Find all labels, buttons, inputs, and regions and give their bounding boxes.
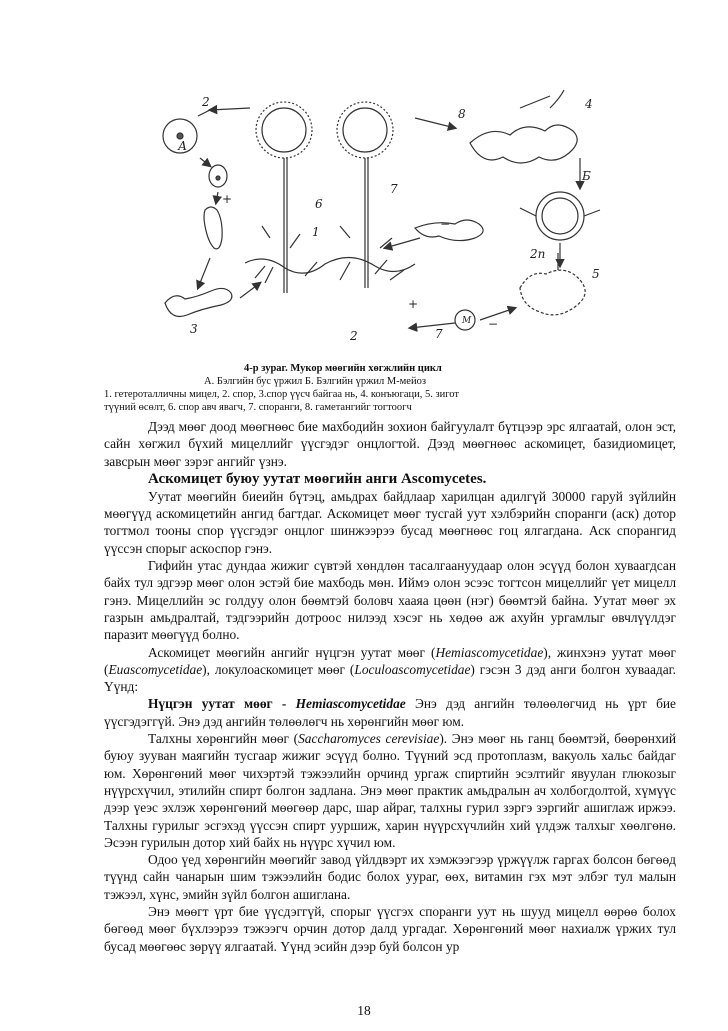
paragraph-yeast: Талхны хөрөнгийн мөөг (Saccharomyces cerevisiae). Энэ мөөг нь ганц бөөмтэй, бөөрөнхий буюу зууван маягийн тусгаар жижиг эсүүд болно. Түүний эсд протоплазм, вакуоль хальс байдаг юм. Хөрөнгөний мөөг чихэртэй тэжээлийн орчинд ургаж спиртийн эсэлтийг явуулан глюкозыг нүүрсхүчил, этилийн спирт болгон задлана. Энэ мөөг практик амьдралын ач холбогдолтой, хүмүүс дээр үеэс эхлэж хөрөнгөний мөөгөөр дарс, шар айраг, талхны гурил зэргэ зэргийг ашиглаж иржээ. Талхны гурилыг эсгэхэд үүссэн спирт ууршиж, харин нүүрсхүчлийн хий үлдэж талхыг хөөлгөнө. Эсээн гурилын дотор хий байх нь нүүрс хүчил юм. [104, 731, 676, 850]
paragraph-intro: Дээд мөөг доод мөөгнөөс бие махбодийн зохион байгуулалт бүтцээр эрс ялгаатай, олон эст, сайн хөгжил бүхий мицеллийг үүсгэдэг онцлогтой. Дээд мөөгнөөс аскомицет, базидиомицет, завсрын мөөг зэрэг ангийг үзнэ. [104, 419, 676, 469]
fig-label-2: 2 [202, 95, 210, 109]
caption-legend-line-1: 1. гетероталличны мицел, 2. спор, 3.спор үүсч байгаа нь, 4. конъюгаци, 5. зигот [104, 389, 459, 400]
fig-label-7b: 7 [435, 327, 443, 341]
fig-label-minus2: − [488, 317, 499, 331]
germ-sporangium [520, 270, 585, 315]
fig-label-B: Б [582, 169, 591, 183]
sporangium-1 [256, 102, 312, 158]
fig-label-4: 4 [585, 97, 593, 111]
body-text [104, 418, 676, 955]
paragraph-ascomycete-definition: Уутат мөөгийн биеийн бүтэц, амьдрах байдлаар харилцан адилгүй 30000 гаруй зүйлийн мөөгүүд аскомицетийн ангид багтдаг. Аскомицет мөөг тусгай уут хэлбэрийн споранги (аск) дотор тогтмол тооны спор үүсгэдэг онцлог шинжээрээ бусад мөөгнөөс гоц ялгагдана. Аск спорангид үүссэн спорыг аскоспор гэнэ. [104, 488, 676, 556]
fig-label-plus1: + [222, 192, 233, 206]
fig-label-3: 3 [190, 322, 198, 336]
paragraph-budding: Энэ мөөгт үрт бие үүсдэггүй, спорыг үүсгэх споранги уут нь шууд мицелл өөрөө болох бөгөөд мөөг бүхлээрээ тэжээгч орчин дотор далд ургадаг. Хөрөнгөний мөөг нахиалж үржих тул бусад мөөгөөс зөрүү ялгаатай. Үүнд эсийн дээр буй болсон ур [104, 904, 676, 954]
fig-label-7: 7 [390, 182, 398, 196]
spore-forming [165, 288, 232, 316]
paragraph-subclasses: Аскомицет мөөгийн ангийг нүцгэн уутат мөөг (Hemiascomycetidae), жинхэнэ уутат мөөг (Euascomycetidae), локулоаскомицет мөөг (Loculoascomycetidae) гэсэн 3 дэд анги болгон хуваадаг. Үүнд: [104, 644, 676, 695]
paragraph-industry: Одоо үед хөрөнгийн мөөгийг завод үйлдвэрт их хэмжээгээр үржүүлж гаргах болсон бөгөөд түүнд сайн чанарын шим тэжээлийн бодис болох уураг, өөх, витамин гэх мэт элбэг тул малын тэжээл, хүнс, эмийн зүйл болгон ашиглана. [104, 852, 676, 902]
fig-label-plus2: + [408, 297, 419, 311]
paragraph-hemiascomycetidae: Нүцгэн уутат мөөг - Hemiascomycetidae Энэ дэд ангийн төлөөлөгчид нь үрт бие үүсгэдэггүй. Энэ дэд ангийн төлөөлөгч нь хөрөнгийн мөөг юм. [104, 696, 676, 729]
zygote [536, 192, 584, 240]
fig-label-A: А [178, 139, 188, 153]
germ-tube [204, 207, 222, 249]
conjugation [470, 125, 577, 163]
fig-label-M: М [462, 316, 472, 326]
fig-label-5: 5 [592, 267, 600, 281]
page-number: 18 [357, 1003, 371, 1018]
fig-label-2b: 2 [350, 329, 358, 343]
caption-subtitle: А. Бэлгийн бус үржил Б. Бэлгийн үржил М-мейоз [204, 376, 426, 387]
figure-caption [104, 362, 664, 414]
caption-title: 4-р зураг. Мукор мөөгийн хөгжлийн цикл [244, 363, 442, 374]
section-heading: Аскомицет буюу уутат мөөгийн анги Ascomycetes. [148, 470, 487, 487]
paragraph-hyphae: Гифийн утас дундаа жижиг сүвтэй хөндлөн тасалгаануудаар олон эсүүд болон хуваагдсан байх тул эдгээр мөөг олон эстэй бие махбодь мөн. Иймэ олон эсээс тогтсон мицеллийг үет мицелл гэнэ. Мицеллийн эс голдуу олон бөөмтэй боловч хааяа цөөн (нэг) бөөмтэй байна. Уутат мөөг эх газрын амьдралтай, тэдгээрийн дотроос нилээд хэсэг нь хөдөө аж ахуйн ургамлыг өвчлүүлдэг паразит мөөгүүд болно. [104, 558, 676, 643]
caption-legend-line-2: түүний өсөлт, 6. спор авч явагч, 7. споранги, 8. гаметангийг тогтоогч [104, 402, 412, 413]
mucor-life-cycle-figure [140, 88, 610, 350]
fig-label-minus1: − [440, 217, 451, 231]
sporangium-2 [337, 102, 393, 158]
fig-label-1: 1 [312, 225, 320, 239]
fig-label-6: 6 [315, 197, 323, 211]
fig-label-2n: 2n [530, 247, 546, 261]
figure-drawing [140, 88, 610, 350]
fig-label-8: 8 [458, 107, 466, 121]
